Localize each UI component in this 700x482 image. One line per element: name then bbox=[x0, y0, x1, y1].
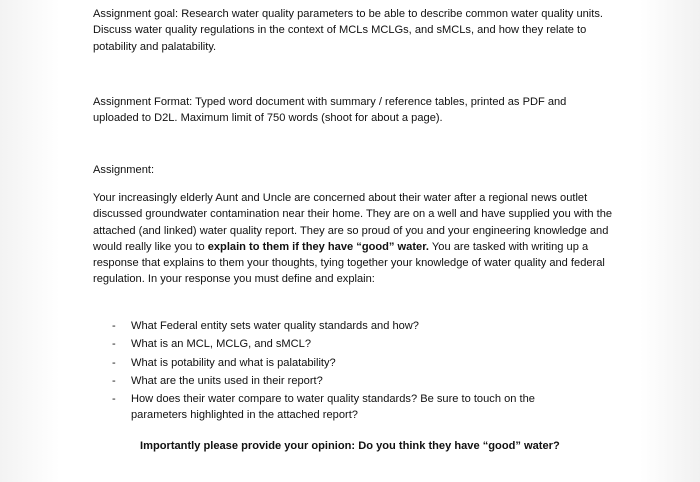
bullet-dash: - bbox=[112, 374, 116, 387]
bullet-dash: - bbox=[112, 393, 116, 406]
list-item-text: What Federal entity sets water quality standards and how? bbox=[131, 320, 419, 332]
assignment-format-text: Typed word document with summary / reference tables, printed as PDF and uploaded to D2L. Maximum limit of 750 words (shoot for about a page). bbox=[93, 96, 567, 125]
bullet-dash: - bbox=[112, 338, 116, 351]
bullet-dash: - bbox=[112, 356, 116, 369]
bullet-dash: - bbox=[112, 320, 116, 332]
assignment-body-part1: Your increasingly elderly Aunt and Uncle are concerned about their water after a regional news outlet discussed groundwater contamination near their home. They are on a well and have supplied you with the attached (and linked) water quality report. They are so proud of you and your engineering knowledge and would really like you to bbox=[93, 192, 613, 253]
opinion-prompt: Importantly please provide your opinion: Do you think they have “good” water? bbox=[140, 440, 560, 452]
assignment-goal-label: Assignment goal: bbox=[93, 8, 179, 20]
assignment-format-label: Assignment Format: bbox=[93, 96, 193, 108]
assignment-body-part2: You are tasked with writing up a response that explains to them your thoughts, tying together your knowledge of water quality and federal regulation. In your response you must define and explain: bbox=[93, 240, 605, 286]
list-item-text: What is potability and what is palatability? bbox=[131, 356, 336, 369]
assignment-format bbox=[93, 94, 613, 127]
list-item bbox=[112, 373, 592, 389]
assignment-goal bbox=[93, 6, 613, 55]
assignment-goal-text: Research water quality parameters to be able to describe common water quality units. Discuss water quality regulations in the context of MCLs MCLGs, and sMCLs, and how they relate to potability and palatability. bbox=[93, 8, 603, 53]
list-item bbox=[112, 336, 592, 352]
list-item-text: How does their water compare to water quality standards? Be sure to touch on the parameters highlighted in the attached report? bbox=[131, 393, 535, 422]
list-item bbox=[112, 391, 592, 424]
list-item bbox=[112, 355, 592, 371]
assignment-body-bold: explain to them if they have “good” water. bbox=[207, 240, 430, 253]
list-item-text: What is an MCL, MCLG, and sMCL? bbox=[131, 338, 312, 351]
assignment-body bbox=[93, 190, 615, 288]
assignment-heading: Assignment: bbox=[93, 164, 155, 176]
list-item bbox=[112, 318, 592, 334]
list-item-text: What are the units used in their report? bbox=[131, 374, 323, 387]
question-list bbox=[112, 318, 592, 426]
